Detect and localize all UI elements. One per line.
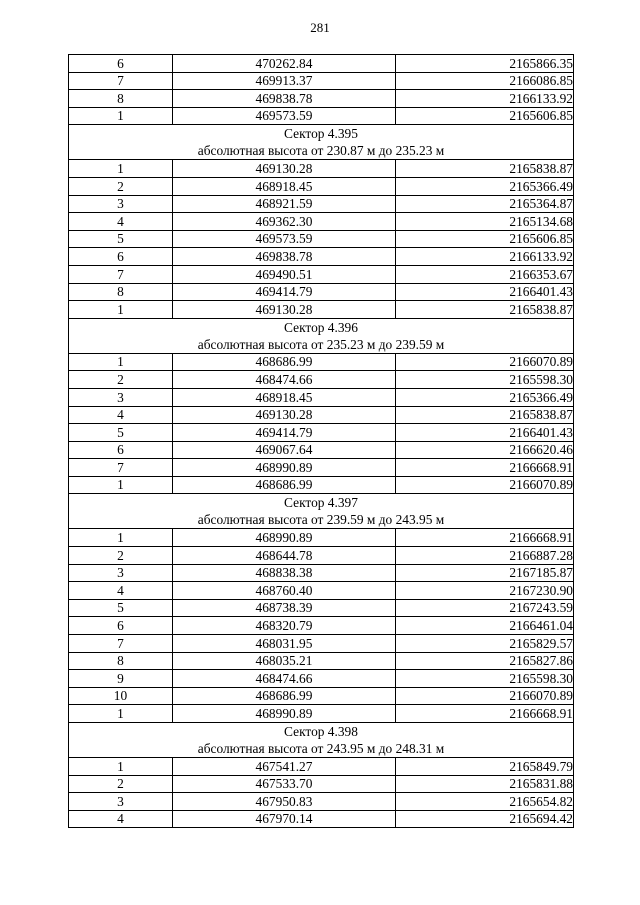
x-coordinate-cell: 468686.99 xyxy=(173,687,396,705)
table-row xyxy=(69,283,574,301)
x-coordinate-cell: 469130.28 xyxy=(173,160,396,178)
table-row xyxy=(69,248,574,266)
point-number-cell: 10 xyxy=(69,687,173,705)
x-coordinate-cell: 469573.59 xyxy=(173,230,396,248)
point-number-cell: 7 xyxy=(69,265,173,283)
point-number-cell: 4 xyxy=(69,810,173,828)
point-number-cell: 6 xyxy=(69,248,173,266)
table-row xyxy=(69,617,574,635)
y-coordinate-cell: 2166401.43 xyxy=(396,283,574,301)
x-coordinate-cell: 468918.45 xyxy=(173,177,396,195)
point-number-cell: 1 xyxy=(69,529,173,547)
point-number-cell: 4 xyxy=(69,406,173,424)
y-coordinate-cell: 2166353.67 xyxy=(396,265,574,283)
table-row xyxy=(69,441,574,459)
y-coordinate-cell: 2166668.91 xyxy=(396,705,574,723)
x-coordinate-cell: 469362.30 xyxy=(173,213,396,231)
table-row xyxy=(69,687,574,705)
point-number-cell: 3 xyxy=(69,195,173,213)
sector-header-row xyxy=(69,125,574,160)
point-number-cell: 3 xyxy=(69,564,173,582)
x-coordinate-cell: 468644.78 xyxy=(173,547,396,565)
x-coordinate-cell: 468686.99 xyxy=(173,476,396,494)
x-coordinate-cell: 468035.21 xyxy=(173,652,396,670)
table-row xyxy=(69,775,574,793)
point-number-cell: 9 xyxy=(69,670,173,688)
point-number-cell: 2 xyxy=(69,775,173,793)
x-coordinate-cell: 469838.78 xyxy=(173,248,396,266)
coordinates-table xyxy=(68,54,574,828)
x-coordinate-cell: 469130.28 xyxy=(173,406,396,424)
table-row xyxy=(69,635,574,653)
x-coordinate-cell: 469414.79 xyxy=(173,424,396,442)
table-row xyxy=(69,55,574,73)
x-coordinate-cell: 469414.79 xyxy=(173,283,396,301)
table-row xyxy=(69,670,574,688)
x-coordinate-cell: 469067.64 xyxy=(173,441,396,459)
sector-header xyxy=(69,125,574,160)
table-row xyxy=(69,582,574,600)
table-row xyxy=(69,476,574,494)
y-coordinate-cell: 2167230.90 xyxy=(396,582,574,600)
point-number-cell: 1 xyxy=(69,476,173,494)
point-number-cell: 2 xyxy=(69,371,173,389)
sector-header xyxy=(69,723,574,758)
sector-altitude-range: абсолютная высота от 239.59 м до 243.95 м xyxy=(197,512,445,528)
point-number-cell: 1 xyxy=(69,160,173,178)
table-row xyxy=(69,353,574,371)
x-coordinate-cell: 468031.95 xyxy=(173,635,396,653)
y-coordinate-cell: 2165866.35 xyxy=(396,55,574,73)
table-row xyxy=(69,213,574,231)
point-number-cell: 7 xyxy=(69,72,173,90)
y-coordinate-cell: 2165654.82 xyxy=(396,793,574,811)
x-coordinate-cell: 469913.37 xyxy=(173,72,396,90)
point-number-cell: 5 xyxy=(69,230,173,248)
x-coordinate-cell: 467950.83 xyxy=(173,793,396,811)
point-number-cell: 6 xyxy=(69,617,173,635)
y-coordinate-cell: 2165838.87 xyxy=(396,160,574,178)
y-coordinate-cell: 2165366.49 xyxy=(396,388,574,406)
table-row xyxy=(69,90,574,108)
sector-altitude-range: абсолютная высота от 230.87 м до 235.23 м xyxy=(197,143,445,159)
point-number-cell: 1 xyxy=(69,705,173,723)
table-row xyxy=(69,424,574,442)
point-number-cell: 7 xyxy=(69,635,173,653)
x-coordinate-cell: 469490.51 xyxy=(173,265,396,283)
y-coordinate-cell: 2166461.04 xyxy=(396,617,574,635)
point-number-cell: 5 xyxy=(69,599,173,617)
table-row xyxy=(69,793,574,811)
x-coordinate-cell: 468474.66 xyxy=(173,670,396,688)
sector-title: Сектор 4.398 xyxy=(284,724,358,739)
table-row xyxy=(69,547,574,565)
point-number-cell: 1 xyxy=(69,353,173,371)
y-coordinate-cell: 2166133.92 xyxy=(396,248,574,266)
table-row xyxy=(69,177,574,195)
x-coordinate-cell: 468760.40 xyxy=(173,582,396,600)
table-row xyxy=(69,529,574,547)
point-number-cell: 1 xyxy=(69,301,173,319)
point-number-cell: 3 xyxy=(69,388,173,406)
y-coordinate-cell: 2166668.91 xyxy=(396,459,574,477)
sector-header-row xyxy=(69,318,574,353)
x-coordinate-cell: 469573.59 xyxy=(173,107,396,125)
sector-title: Сектор 4.396 xyxy=(284,319,358,335)
y-coordinate-cell: 2165134.68 xyxy=(396,213,574,231)
y-coordinate-cell: 2166620.46 xyxy=(396,441,574,459)
y-coordinate-cell: 2165827.86 xyxy=(396,652,574,670)
y-coordinate-cell: 2165829.57 xyxy=(396,635,574,653)
table-row xyxy=(69,195,574,213)
table-row xyxy=(69,388,574,406)
y-coordinate-cell: 2167243.59 xyxy=(396,599,574,617)
y-coordinate-cell: 2165606.85 xyxy=(396,230,574,248)
sector-altitude-range: абсолютная высота от 235.23 м до 239.59 м xyxy=(197,336,445,352)
y-coordinate-cell: 2165606.85 xyxy=(396,107,574,125)
y-coordinate-cell: 2166070.89 xyxy=(396,687,574,705)
x-coordinate-cell: 468474.66 xyxy=(173,371,396,389)
y-coordinate-cell: 2166668.91 xyxy=(396,529,574,547)
y-coordinate-cell: 2165838.87 xyxy=(396,406,574,424)
table-row xyxy=(69,599,574,617)
table-row xyxy=(69,810,574,828)
y-coordinate-cell: 2166070.89 xyxy=(396,476,574,494)
point-number-cell: 7 xyxy=(69,459,173,477)
y-coordinate-cell: 2165831.88 xyxy=(396,775,574,793)
x-coordinate-cell: 468918.45 xyxy=(173,388,396,406)
x-coordinate-cell: 468990.89 xyxy=(173,529,396,547)
x-coordinate-cell: 467541.27 xyxy=(173,758,396,776)
point-number-cell: 6 xyxy=(69,441,173,459)
x-coordinate-cell: 468686.99 xyxy=(173,353,396,371)
y-coordinate-cell: 2165694.42 xyxy=(396,810,574,828)
point-number-cell: 4 xyxy=(69,213,173,231)
y-coordinate-cell: 2165598.30 xyxy=(396,670,574,688)
point-number-cell: 2 xyxy=(69,177,173,195)
x-coordinate-cell: 467970.14 xyxy=(173,810,396,828)
sector-header-row xyxy=(69,723,574,758)
x-coordinate-cell: 467533.70 xyxy=(173,775,396,793)
point-number-cell: 3 xyxy=(69,793,173,811)
point-number-cell: 4 xyxy=(69,582,173,600)
table-row xyxy=(69,758,574,776)
point-number-cell: 2 xyxy=(69,547,173,565)
y-coordinate-cell: 2166133.92 xyxy=(396,90,574,108)
sector-header xyxy=(69,494,574,529)
x-coordinate-cell: 468320.79 xyxy=(173,617,396,635)
y-coordinate-cell: 2166086.85 xyxy=(396,72,574,90)
y-coordinate-cell: 2166887.28 xyxy=(396,547,574,565)
table-row xyxy=(69,459,574,477)
sector-title: Сектор 4.395 xyxy=(284,126,358,142)
y-coordinate-cell: 2165838.87 xyxy=(396,301,574,319)
table-row xyxy=(69,265,574,283)
y-coordinate-cell: 2166401.43 xyxy=(396,424,574,442)
coordinates-table-body xyxy=(69,55,574,828)
y-coordinate-cell: 2166070.89 xyxy=(396,353,574,371)
point-number-cell: 8 xyxy=(69,652,173,670)
x-coordinate-cell: 470262.84 xyxy=(173,55,396,73)
y-coordinate-cell: 2165598.30 xyxy=(396,371,574,389)
table-row xyxy=(69,301,574,319)
y-coordinate-cell: 2165364.87 xyxy=(396,195,574,213)
x-coordinate-cell: 469838.78 xyxy=(173,90,396,108)
sector-title: Сектор 4.397 xyxy=(284,495,358,511)
x-coordinate-cell: 468921.59 xyxy=(173,195,396,213)
sector-header xyxy=(69,318,574,353)
y-coordinate-cell: 2165849.79 xyxy=(396,758,574,776)
x-coordinate-cell: 468990.89 xyxy=(173,459,396,477)
point-number-cell: 8 xyxy=(69,283,173,301)
table-row xyxy=(69,160,574,178)
x-coordinate-cell: 468738.39 xyxy=(173,599,396,617)
point-number-cell: 1 xyxy=(69,107,173,125)
sector-altitude-range: абсолютная высота от 243.95 м до 248.31 м xyxy=(197,741,445,756)
x-coordinate-cell: 469130.28 xyxy=(173,301,396,319)
x-coordinate-cell: 468990.89 xyxy=(173,705,396,723)
table-row xyxy=(69,107,574,125)
point-number-cell: 6 xyxy=(69,55,173,73)
y-coordinate-cell: 2165366.49 xyxy=(396,177,574,195)
page-number: 281 xyxy=(310,20,330,35)
x-coordinate-cell: 468838.38 xyxy=(173,564,396,582)
point-number-cell: 8 xyxy=(69,90,173,108)
table-row xyxy=(69,72,574,90)
table-row xyxy=(69,230,574,248)
y-coordinate-cell: 2167185.87 xyxy=(396,564,574,582)
table-row xyxy=(69,371,574,389)
table-row xyxy=(69,652,574,670)
sector-header-row xyxy=(69,494,574,529)
point-number-cell: 5 xyxy=(69,424,173,442)
table-row xyxy=(69,564,574,582)
point-number-cell: 1 xyxy=(69,758,173,776)
table-row xyxy=(69,705,574,723)
table-row xyxy=(69,406,574,424)
